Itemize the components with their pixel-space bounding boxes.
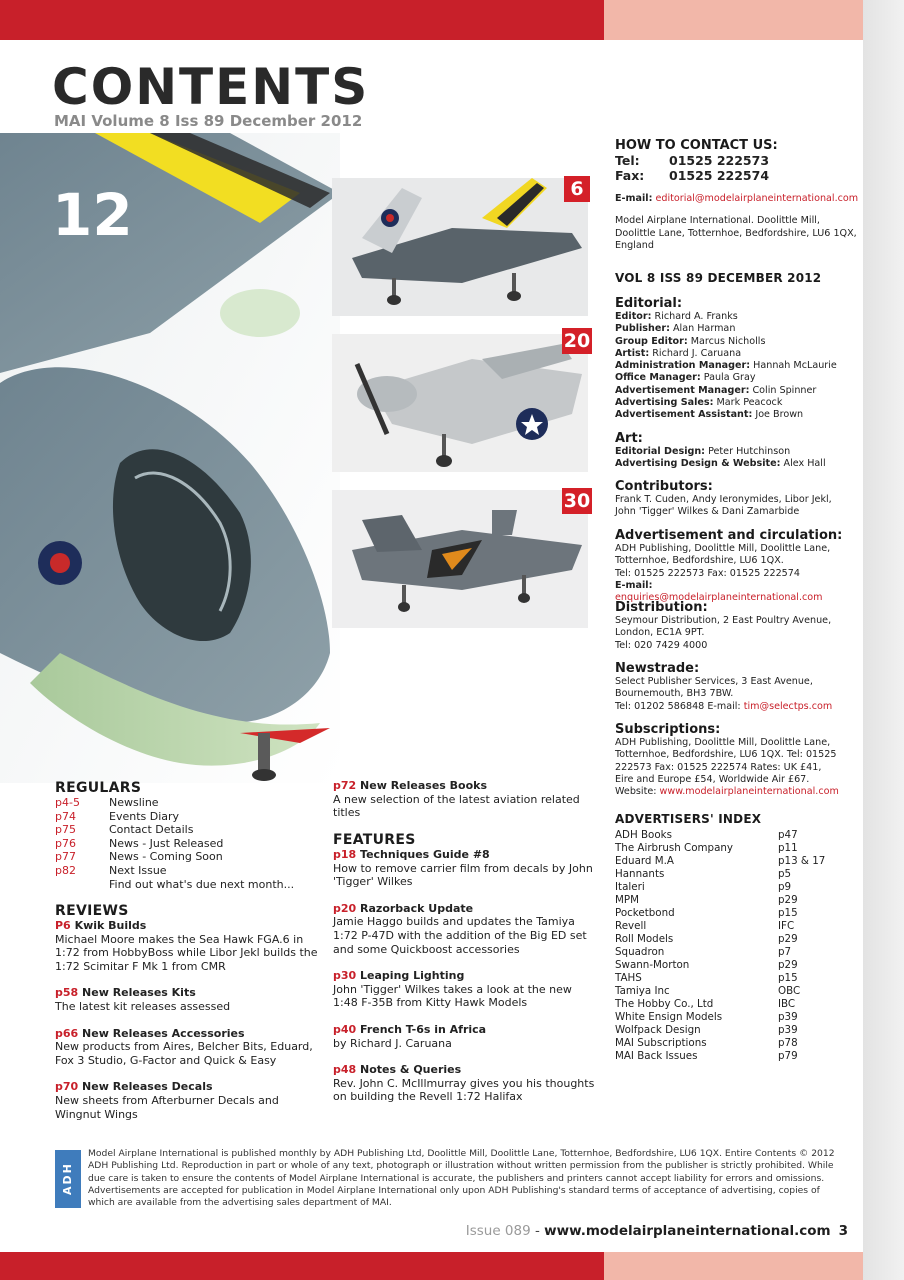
books-entry[interactable]: p72 New Releases Books A new selection of the latest aviation related titles	[333, 779, 580, 820]
next-issue-note-row: Find out what's due next month...	[109, 877, 295, 891]
regular-row[interactable]: p82 Next Issue	[55, 863, 167, 877]
top-bar-pink	[604, 0, 863, 40]
thumbnail-page-badge: 6	[564, 176, 590, 202]
thumbnail-page-badge: 20	[563, 330, 591, 352]
email-label: E-mail:	[615, 193, 653, 204]
review-entry[interactable]: p70 New Releases Decals New sheets from Afterburner Decals and Wingnut Wings	[55, 1080, 279, 1121]
staff-row: Publisher: Alan Harman	[615, 323, 736, 335]
staff-row: Advertising Sales: Mark Peacock	[615, 397, 783, 409]
review-entry[interactable]: p58 New Releases Kits The latest kit releases assessed	[55, 986, 231, 1013]
feature-entry[interactable]: p20 Razorback Update Jamie Haggo builds and updates the Tamiya 1:72 P-47D with the addition of the Big ED set and some Quickboost accessories	[333, 901, 587, 956]
advertiser-row: Squadron p7	[615, 946, 792, 958]
newstrade-email-link[interactable]: tim@selectps.com	[743, 700, 833, 712]
newstrade-line: Bournemouth, BH3 7BW.	[615, 688, 734, 700]
advertiser-row: MPM p29	[615, 894, 798, 906]
features-section	[333, 832, 598, 1104]
issue-subtitle: MAI Volume 8 Iss 89 December 2012	[54, 112, 363, 130]
advertisement-section	[615, 528, 860, 604]
subscriptions-website-row: Website: www.modelairplaneinternational.com	[615, 786, 839, 798]
folio-website-link[interactable]: www.modelairplaneinternational.com	[544, 1223, 831, 1239]
advertiser-row: The Hobby Co., Ltd IBC	[615, 998, 796, 1010]
features-heading: FEATURES	[333, 832, 416, 848]
bottom-bar-red	[0, 1252, 604, 1280]
advertiser-row: ADH Books p47	[615, 829, 798, 841]
advertiser-row: White Ensign Models p39	[615, 1011, 798, 1023]
editorial-heading: Editorial:	[615, 296, 683, 311]
regular-row[interactable]: p75 Contact Details	[55, 823, 194, 837]
advertiser-row: TAHS p15	[615, 972, 798, 984]
editorial-section	[615, 296, 860, 422]
regular-row[interactable]: p77 News - Coming Soon	[55, 850, 223, 864]
advertiser-row: Italeri p9	[615, 881, 792, 893]
folio-issue: Issue 089	[465, 1223, 531, 1239]
tel-label: Tel:	[615, 153, 640, 168]
thumbnail-page-badge: 30	[563, 490, 591, 512]
advertiser-row: Hannants p5	[615, 868, 792, 880]
contributors-section	[615, 479, 860, 519]
advertisement-line: ADH Publishing, Doolittle Mill, Doolittle Lane,	[615, 543, 831, 554]
advertiser-row: Roll Models p29	[615, 933, 798, 945]
contact-heading: HOW TO CONTACT US:	[615, 138, 778, 153]
thumbnail-aircraft-illustration	[332, 178, 588, 316]
regulars-section	[55, 780, 320, 891]
advertiser-row: The Airbrush Company p11	[615, 842, 798, 854]
feature-entry[interactable]: p18 Techniques Guide #8 How to remove carrier film from decals by John 'Tigger' Wilkes	[333, 848, 593, 889]
staff-row: Group Editor: Marcus Nicholls	[615, 335, 766, 347]
distribution-heading: Distribution:	[615, 600, 708, 615]
advertiser-row: Revell IFC	[615, 920, 795, 932]
art-section	[615, 431, 860, 471]
advertiser-row: Pocketbond p15	[615, 907, 798, 919]
feature-entry[interactable]: p48 Notes & Queries Rev. John C. McIllmurray gives you his thoughts on building the Revell 1:72 Halifax	[333, 1063, 595, 1104]
contact-section	[615, 138, 860, 252]
advertisement-line: Tel: 01525 222573 Fax: 01525 222574	[615, 567, 800, 579]
advertiser-row: Wolfpack Design p39	[615, 1024, 798, 1036]
bottom-bar-pink	[604, 1252, 863, 1280]
advertiser-row: Tamiya Inc OBC	[615, 985, 801, 997]
contributors-heading: Contributors:	[615, 479, 713, 494]
staff-row: Advertising Design & Website: Alex Hall	[615, 458, 826, 470]
reviews-section	[55, 903, 320, 1121]
hero-aircraft-illustration	[0, 133, 340, 783]
thumbnail-photo	[332, 178, 588, 316]
advertisement-email-link[interactable]: enquiries@modelairplaneinternational.com	[615, 592, 823, 604]
art-heading: Art:	[615, 431, 643, 446]
feature-entry[interactable]: p30 Leaping Lighting John 'Tigger' Wilkes takes a look at the new 1:48 F-35B from Kitty Hawk Models	[333, 969, 572, 1010]
thumbnail-photo	[332, 334, 588, 472]
advertiser-row: MAI Subscriptions p78	[615, 1037, 798, 1049]
volume-heading-block	[615, 271, 860, 285]
contact-email-row	[615, 193, 860, 205]
hero-feature-number: 12	[52, 181, 133, 249]
newstrade-contact-row: Tel: 01202 586848 E-mail: tim@selectps.com	[615, 700, 833, 712]
contributors-line: John 'Tigger' Wilkes & Dani Zamarbide	[615, 506, 800, 518]
distribution-line: Tel: 020 7429 4000	[615, 639, 708, 651]
page-number: 3	[838, 1223, 848, 1239]
fax-number: 01525 222574	[669, 168, 770, 183]
advertisers-heading: ADVERTISERS' INDEX	[615, 812, 762, 826]
staff-row: Office Manager: Paula Gray	[615, 372, 756, 384]
regular-row[interactable]: p74 Events Diary	[55, 809, 180, 823]
tel-row	[615, 153, 860, 168]
reviews-heading: REVIEWS	[55, 903, 129, 919]
regulars-heading: REGULARS	[55, 780, 142, 796]
feature-entry[interactable]: p40 French T-6s in Africa by Richard J. Caruana	[333, 1022, 487, 1050]
adh-logo: ADH	[55, 1150, 81, 1208]
regular-row[interactable]: p76 News - Just Released	[55, 836, 224, 850]
newstrade-heading: Newstrade:	[615, 661, 700, 676]
publisher-disclaimer: Model Airplane International is published monthly by ADH Publishing Ltd, Doolittle Mill, Doolittle Lane, Totternhoe, Bedfordshire, LU6 1QX. Entire Contents © 2012 ADH Publishing Ltd. Reproduction in part or whole of any text, photograph or illustration without written permission from the publisher is strictly prohibited. While due care is taken to ensure the contents of Model Airplane International is accurate, the publishers and printers cannot accept liability for errors and omissions. Advertisements are accepted for publication in Model Airplane International only upon ADH Publishing's standard terms of acceptance of advertising, copies of which are available from the advertising sales department of MAI.	[88, 1148, 835, 1209]
regular-row[interactable]: p4-5 Newsline	[55, 796, 159, 809]
contact-email-link[interactable]: editorial@modelairplaneinternational.com	[655, 193, 859, 204]
page-title: CONTENTS	[52, 58, 370, 116]
distribution-section	[615, 600, 860, 652]
subscriptions-website-link[interactable]: www.modelairplaneinternational.com	[659, 786, 839, 798]
review-entry[interactable]: p66 New Releases Accessories New products from Aires, Belcher Bits, Eduard, Fox 3 Studio, G-Factor and Quick & Easy	[55, 1026, 313, 1067]
volume-heading: VOL 8 ISS 89 DECEMBER 2012	[615, 271, 822, 285]
distribution-line: London, EC1A 9PT.	[615, 627, 705, 639]
subscriptions-line: Eire and Europe £54, Worldwide Air £67.	[615, 773, 810, 785]
advertisement-line: Totternhoe, Bedfordshire, LU6 1QX.	[615, 555, 784, 567]
subscriptions-line: Totternhoe, Bedfordshire, LU6 1QX. Tel: 01525	[615, 749, 837, 761]
page-folio	[466, 1223, 848, 1239]
advertiser-row: MAI Back Issues p79	[615, 1050, 798, 1062]
tel-number: 01525 222573	[669, 153, 770, 168]
staff-row: Administration Manager: Hannah McLaurie	[615, 360, 837, 372]
staff-row: Editor: Richard A. Franks	[615, 311, 738, 322]
staff-row: Advertisement Manager: Colin Spinner	[615, 384, 817, 396]
thumbnail-aircraft-illustration	[332, 334, 588, 472]
staff-row: Artist: Richard J. Caruana	[615, 347, 742, 359]
right-edge-strip	[863, 0, 904, 1280]
newstrade-section	[615, 661, 860, 713]
thumbnail-aircraft-illustration	[332, 490, 588, 628]
fax-row	[615, 168, 860, 183]
folio-separator: -	[530, 1223, 545, 1239]
subscriptions-line: 222573 Fax: 01525 222574 Rates: UK £41,	[615, 761, 822, 773]
staff-row: Editorial Design: Peter Hutchinson	[615, 446, 791, 457]
advertisers-index	[615, 812, 860, 1063]
newstrade-line: Select Publisher Services, 3 East Avenue,	[615, 676, 813, 687]
contact-address: Model Airplane International. Doolittle Mill, Doolittle Lane, Totternhoe, Bedfordshire, LU6 1QX, England	[615, 215, 857, 251]
distribution-line: Seymour Distribution, 2 East Poultry Avenue,	[615, 615, 832, 626]
review-entry[interactable]: P6 Kwik Builds Michael Moore makes the Sea Hawk FGA.6 in 1:72 from HobbyBoss while Libor Jekl builds the 1:72 Scimitar F Mk 1 from CMR	[55, 919, 318, 973]
advertiser-row: Eduard M.A p13 & 17	[615, 855, 826, 867]
hero-photo	[0, 133, 340, 783]
advertisement-email-row: E-mail: enquiries@modelairplaneinternational.com	[615, 579, 823, 604]
subscriptions-heading: Subscriptions:	[615, 722, 721, 737]
contributors-line: Frank T. Cuden, Andy Ieronymides, Libor Jekl,	[615, 494, 832, 505]
subscriptions-line: ADH Publishing, Doolittle Mill, Doolittle Lane,	[615, 737, 831, 748]
staff-row: Advertisement Assistant: Joe Brown	[615, 409, 804, 421]
advertiser-row: Swann-Morton p29	[615, 959, 798, 971]
thumbnail-photo	[332, 490, 588, 628]
top-bar-red	[0, 0, 604, 40]
advertisement-heading: Advertisement and circulation:	[615, 528, 843, 543]
subscriptions-section	[615, 722, 860, 798]
fax-label: Fax:	[615, 168, 645, 183]
